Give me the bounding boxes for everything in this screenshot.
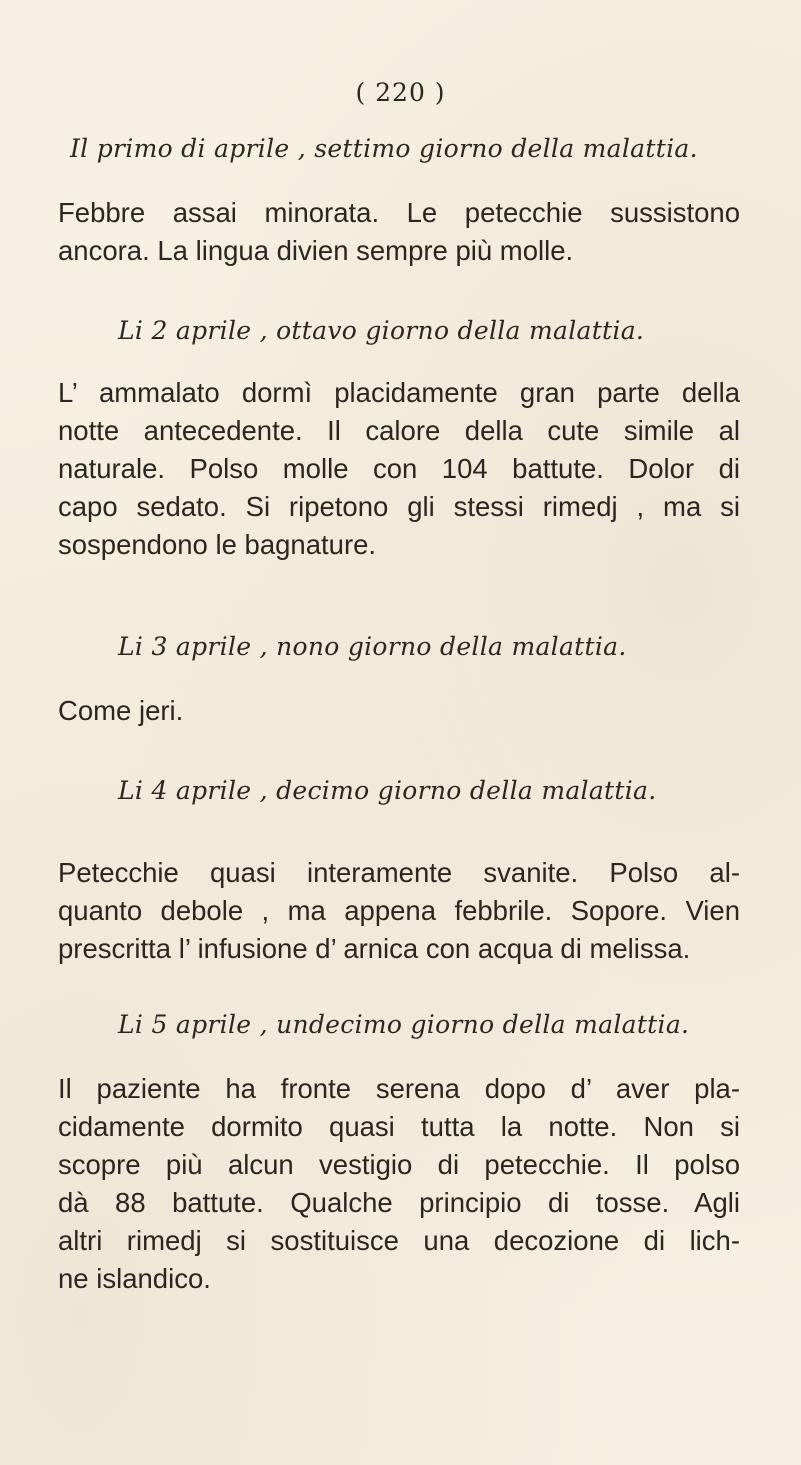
text-line: altri rimedj si sostituisce una decozione di lich-: [58, 1225, 740, 1256]
text-line: Petecchie quasi interamente svanite. Polso al-: [58, 857, 740, 888]
entry-heading: Il primo di aprile , settimo giorno della malattia.: [70, 134, 698, 163]
entry-heading: Li 4 aprile , decimo giorno della malattia.: [118, 776, 657, 805]
entry-paragraph: [58, 854, 740, 968]
text-line: scopre più alcun vestigio di petecchie. Il polso: [58, 1149, 740, 1180]
page-number: ( 220 ): [355, 78, 446, 107]
text-line: naturale. Polso molle con 104 battute. Dolor di: [58, 453, 740, 484]
text-line: notte antecedente. Il calore della cute simile al: [58, 415, 740, 446]
text-line: Il paziente ha fronte serena dopo d’ aver pla-: [58, 1073, 740, 1104]
text-line: capo sedato. Si ripetono gli stessi rimedj , ma si: [58, 491, 740, 522]
entry-heading: Li 2 aprile , ottavo giorno della malattia.: [118, 316, 645, 345]
text-line: cidamente dormito quasi tutta la notte. Non si: [58, 1111, 740, 1142]
entry-paragraph: [58, 194, 740, 270]
text-line: dà 88 battute. Qualche principio di tosse. Agli: [58, 1187, 740, 1218]
text-line: ancora. La lingua divien sempre più molle.: [58, 235, 574, 266]
text-line: sospendono le bagnature.: [58, 529, 377, 560]
text-line: L’ ammalato dormì placidamente gran parte della: [58, 377, 740, 408]
entry-paragraph: [58, 692, 740, 730]
entry-paragraph: [58, 1070, 740, 1298]
text-line: ne islandico.: [58, 1263, 211, 1294]
entry-heading: Li 5 aprile , undecimo giorno della malattia.: [118, 1010, 690, 1039]
text-line: prescritta l’ infusione d’ arnica con acqua di melissa.: [58, 933, 691, 964]
entry-heading: Li 3 aprile , nono giorno della malattia.: [118, 632, 627, 661]
entry-paragraph: [58, 374, 740, 564]
text-line: Febbre assai minorata. Le petecchie sussistono: [58, 197, 740, 228]
text-line: quanto debole , ma appena febbrile. Sopore. Vien: [58, 895, 740, 926]
text-line: Come jeri.: [58, 695, 184, 726]
